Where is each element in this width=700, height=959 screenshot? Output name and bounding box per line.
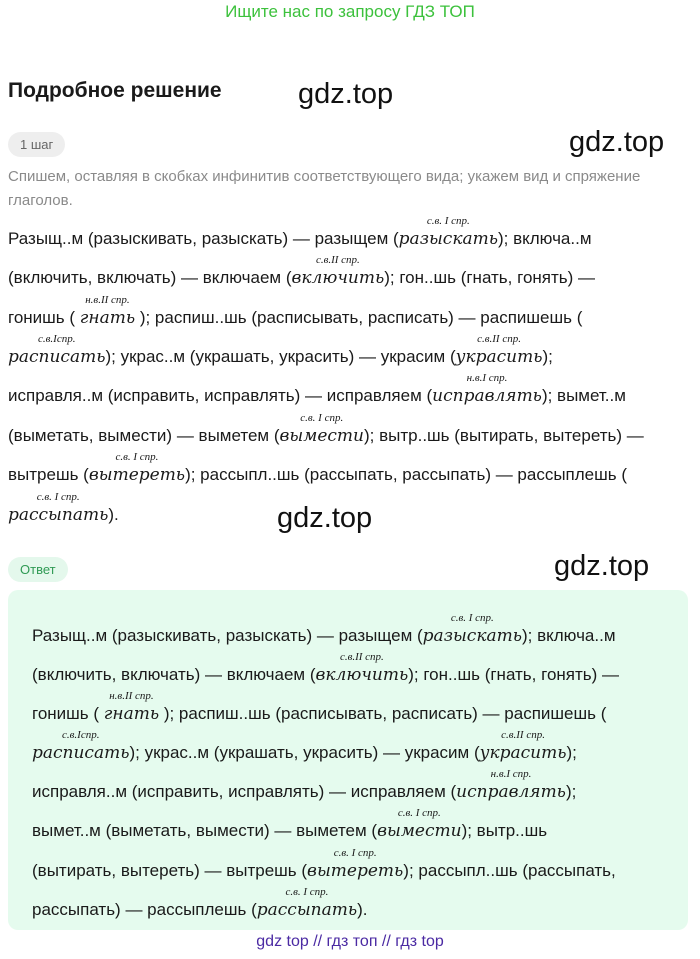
watermark-2: gdz.top	[569, 126, 665, 158]
handwritten-verb: с.в. I спр. вытереть	[88, 451, 186, 485]
handwritten-verb: с.в. I спр. рассыпать	[8, 491, 109, 525]
text-line: Разыщ..м (разыскивать, разыскать) — разыщем ( с.в. I спр. разыскать); включа..м	[32, 612, 616, 646]
text-line: (включить, включать) — включаем ( с.в.II спр. включить); гон..шь (гнать, гонять) —	[32, 651, 620, 685]
handwritten-verb: с.в. I спр. вымести	[377, 807, 462, 841]
verb-annotation: с.в. I спр.	[333, 847, 377, 859]
text-line: с.в.Iспр. расписать); украс..м (украшать, украсить) — украсим ( с.в.II спр. украсить);	[8, 333, 553, 367]
answer-badge: Ответ	[8, 557, 68, 582]
intro-text: Спишем, оставляя в скобках инфинитив соответствующего вида; укажем вид и спряжение глаголов.	[8, 168, 641, 209]
handwritten-verb: с.в.II спр. включить	[291, 254, 385, 288]
handwritten-verb: с.в. I спр. рассыпать	[256, 886, 358, 920]
text-line: с.в.Iспр. расписать); украс..м (украшать, украсить) — украсим ( с.в.II спр. украсить);	[32, 729, 577, 763]
step-badge: 1 шаг	[8, 132, 65, 157]
verb-annotation: с.в.II спр.	[501, 729, 545, 741]
verb-annotation: с.в. I спр.	[115, 451, 159, 463]
verb-annotation: с.в. I спр.	[397, 807, 441, 819]
verb-annotation: с.в.Iспр.	[38, 333, 76, 345]
text-line: Разыщ..м (разыскивать, разыскать) — разыщем ( с.в. I спр. разыскать); включа..м	[8, 215, 592, 249]
handwritten-verb: н.в.I спр. исправлять	[432, 372, 542, 406]
text-line: (вытирать, вытереть) — вытрешь ( с.в. I спр. вытереть); рассыпл..шь (рассыпать,	[32, 847, 616, 881]
text-line: рассыпать) — рассыплешь ( с.в. I спр. рассыпать).	[32, 886, 368, 920]
handwritten-verb: с.в.Iспр. расписать	[8, 333, 106, 367]
watermark-3: gdz.top	[277, 502, 373, 534]
handwritten-verb: н.в.I спр. исправлять	[456, 768, 566, 802]
verb-annotation: с.в.II спр.	[477, 333, 521, 345]
text-line: (включить, включать) — включаем ( с.в.II спр. включить); гон..шь (гнать, гонять) —	[8, 254, 596, 288]
text-line: (выметать, вымести) — выметем ( с.в. I спр. вымести); вытр..шь (вытирать, вытереть) —	[8, 412, 644, 446]
verb-annotation: с.в. I спр.	[300, 412, 344, 424]
footer-links: gdz top // гдз топ // гдз top	[256, 933, 444, 950]
verb-annotation: с.в. I спр.	[426, 215, 470, 227]
handwritten-verb: с.в.II спр. украсить	[455, 333, 543, 367]
verb-annotation: н.в.I спр.	[490, 768, 532, 780]
handwritten-verb: с.в. I спр. вымести	[279, 412, 364, 446]
watermark-1: gdz.top	[298, 78, 394, 110]
handwritten-verb: с.в.Iспр. расписать	[32, 729, 130, 763]
handwritten-verb: с.в. I спр. разыскать	[398, 215, 498, 249]
verb-annotation: с.в. I спр.	[285, 886, 329, 898]
handwritten-verb: с.в.II спр. украсить	[479, 729, 567, 763]
handwritten-verb: н.в.II спр. гнать	[79, 294, 136, 328]
text-line: вытрешь ( с.в. I спр. вытереть); рассыпл..шь (рассыпать, рассыпать) — рассыплешь (	[8, 451, 628, 485]
verb-annotation: с.в.II спр.	[339, 651, 384, 663]
verb-annotation: н.в.II спр.	[109, 690, 154, 702]
verb-annotation: с.в.Iспр.	[62, 729, 100, 741]
handwritten-verb: с.в. I спр. разыскать	[422, 612, 522, 646]
verb-annotation: с.в. I спр.	[450, 612, 494, 624]
text-line: вымет..м (выметать, вымести) — выметем ( с.в. I спр. вымести); вытр..шь	[32, 807, 548, 841]
top-banner: Ищите нас по запросу ГДЗ ТОП	[225, 2, 475, 21]
watermark-4: gdz.top	[554, 550, 650, 582]
handwritten-verb: с.в.II спр. включить	[315, 651, 409, 685]
verb-annotation: н.в.II спр.	[85, 294, 130, 306]
page-title: Подробное решение	[8, 79, 222, 102]
handwritten-verb: с.в. I спр. вытереть	[307, 847, 404, 881]
verb-annotation: н.в.I спр.	[466, 372, 508, 384]
handwritten-verb: н.в.II спр. гнать	[103, 690, 160, 724]
text-line: исправля..м (исправить, исправлять) — исправляем ( н.в.I спр. исправлять);	[32, 768, 577, 802]
text-line: с.в. I спр. рассыпать).	[8, 491, 119, 525]
verb-annotation: с.в.II спр.	[315, 254, 360, 266]
text-line: гонишь ( н.в.II спр. гнать ); распиш..шь (расписывать, расписать) — распишешь (	[32, 690, 607, 724]
verb-annotation: с.в. I спр.	[36, 491, 80, 503]
text-line: исправля..м (исправить, исправлять) — исправляем ( н.в.I спр. исправлять); вымет..м	[8, 372, 626, 406]
text-line: гонишь ( н.в.II спр. гнать ); распиш..шь (расписывать, расписать) — распишешь (	[8, 294, 583, 328]
